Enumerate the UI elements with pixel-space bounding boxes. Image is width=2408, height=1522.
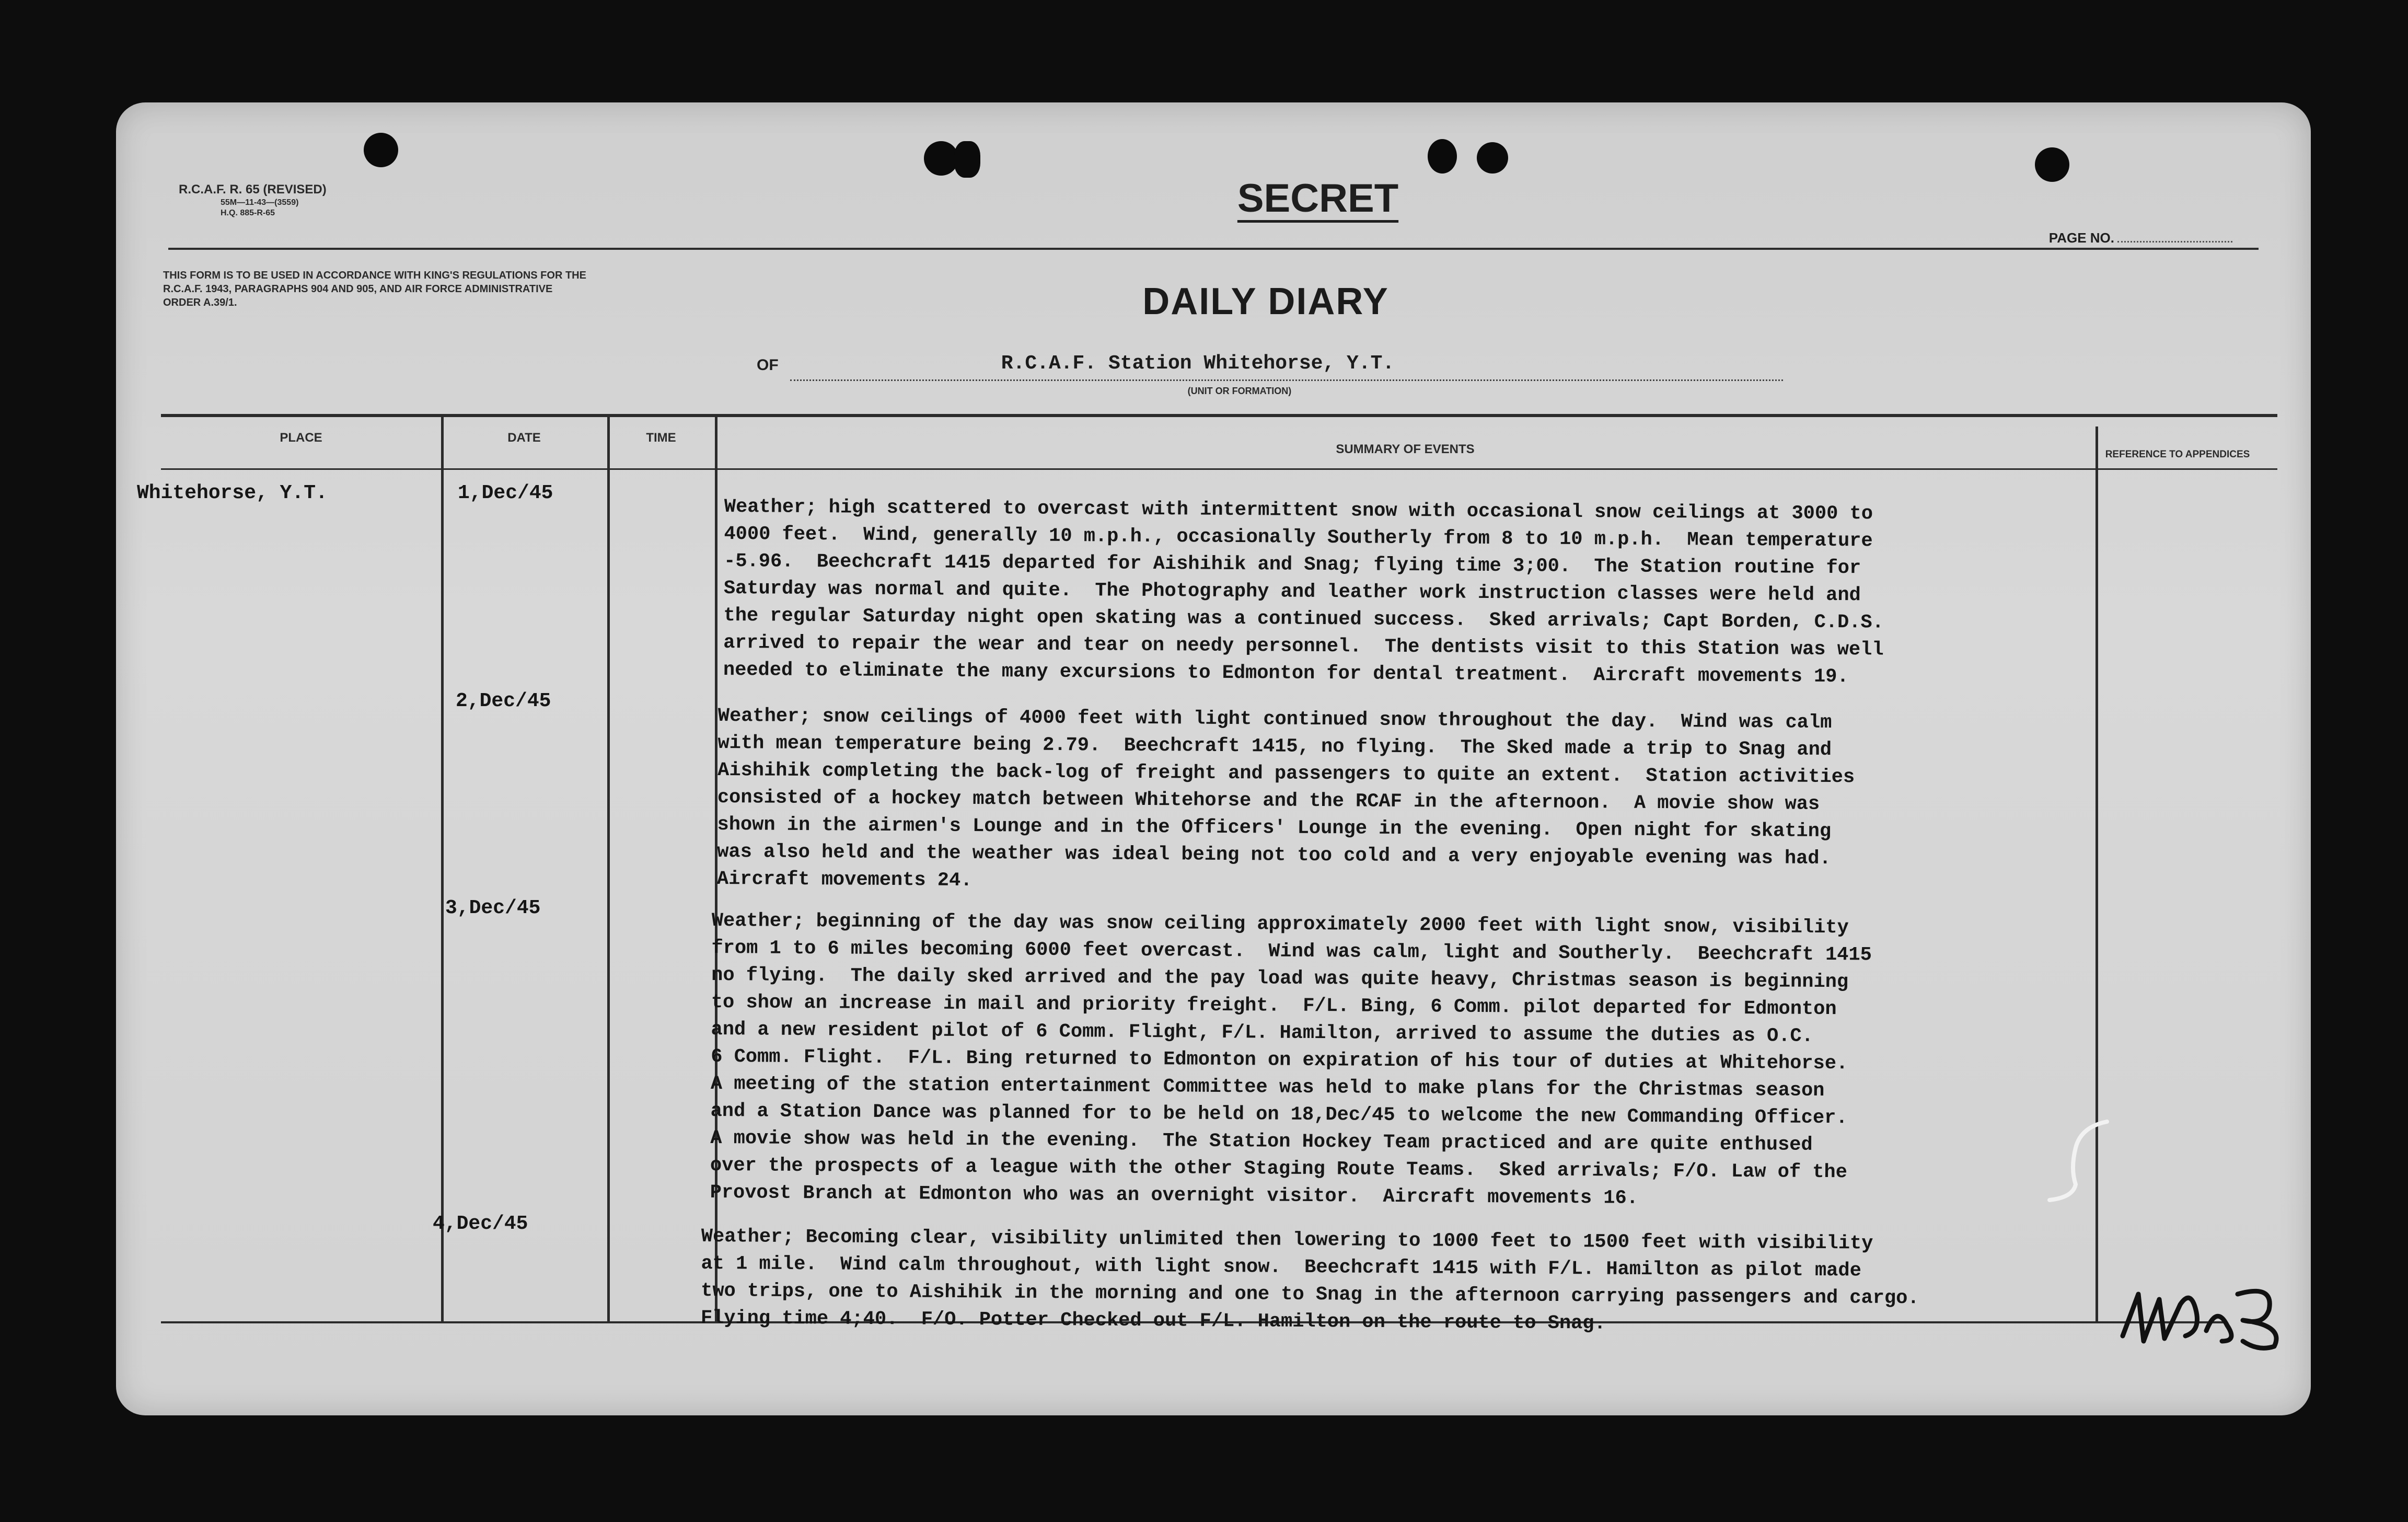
- form-instructions: THIS FORM IS TO BE USED IN ACCORDANCE WITH KING'S REGULATIONS FOR THE R.C.A.F. 1943, PARAGRAPHS 904 AND 905, AND AIR FORCE ADMINISTRATIVE ORDER A.39/1.: [163, 270, 586, 308]
- classification-stamp: SECRET: [1237, 176, 1399, 221]
- column-divider: [441, 414, 444, 1323]
- entry-date: 2,Dec/45: [456, 690, 551, 712]
- form-code-main: R.C.A.F. R. 65 (REVISED): [179, 182, 327, 197]
- entry-place: Whitehorse, Y.T.: [137, 482, 328, 504]
- entry-summary: Weather; snow ceilings of 4000 feet with light continued snow throughout the day. Wind was calm with mean temperature being 2.79. Beechcraft 1415, no flying. The Sked made a trip to Snag and Aishihik completing the back-log of freight and passengers to quite an extent. Station activities consisted of a hockey match between Whitehorse and the RCAF in the afternoon. A movie show was shown in the airmen's Lounge and in the Officers' Lounge in the evening. Open night for skating was also held and the weather was ideal being not too cold and a very enjoyable evening was had. Aircraft movements 24.: [716, 705, 1855, 892]
- punch-hole: [1477, 142, 1508, 174]
- entry-summary: Weather; high scattered to overcast with intermittent snow with occasional snow ceilings at 3000 to 4000 feet. Wind, generally 10 m.p.h., occasionally Southerly from 8 to 10 m.p.h. Mean temperature -5.96. Beechcraft 1415 departed for Aishihik and Snag; flying time 3;00. The Station routine for Saturday was normal and quite. The Photography and leather work instruction classes were held and the regular Saturday night open skating was a continued success. Sked arrivals; Capt Borden, C.D.S. arrived to repair the wear and tear on needy personnel. The dentists visit to this Station was well needed to eliminate the many excursions to Edmonton for dental treatment. Aircraft movements 19.: [723, 495, 1884, 688]
- header-rule: [168, 248, 2259, 250]
- punch-hole: [2035, 147, 2069, 182]
- form-code: [179, 182, 327, 218]
- handwritten-initials: [2117, 1273, 2290, 1352]
- page-number-label: PAGE NO.: [2048, 230, 2114, 246]
- column-divider: [607, 414, 610, 1323]
- table-top-rule: [161, 414, 2277, 417]
- form-code-sub: 55M—11-43—(3559): [221, 198, 299, 207]
- form-title: DAILY DIARY: [1142, 281, 1389, 322]
- page-number-field: [2117, 241, 2232, 243]
- column-header-summary: SUMMARY OF EVENTS: [1336, 442, 1475, 456]
- punch-hole: [924, 141, 958, 176]
- entry-date: 1,Dec/45: [458, 482, 553, 504]
- column-header-reference: REFERENCE TO APPENDICES: [2105, 449, 2250, 460]
- unit-underline: [790, 379, 1783, 381]
- entry-date: 3,Dec/45: [445, 897, 541, 919]
- diary-sheet: [116, 102, 2311, 1415]
- unit-name: R.C.A.F. Station Whitehorse, Y.T.: [1001, 352, 1395, 375]
- column-header-date: DATE: [507, 431, 541, 445]
- punch-hole: [1428, 139, 1457, 174]
- unit-caption: (UNIT OR FORMATION): [1187, 386, 1292, 396]
- column-header-place: PLACE: [280, 431, 322, 445]
- film-artifact: [2039, 1116, 2112, 1205]
- punch-hole: [364, 133, 398, 167]
- punch-hole: [954, 141, 980, 178]
- form-code-sub: H.Q. 885-R-65: [221, 209, 275, 217]
- unit-of-label: OF: [757, 356, 779, 374]
- page-number: [2049, 230, 2232, 246]
- table-header-rule: [161, 468, 2277, 470]
- entry-summary: Weather; Becoming clear, visibility unlimited then lowering to 1000 feet to 1500 feet with visibility at 1 mile. Wind calm throughout, with light snow. Beechcraft 1415 with F/L. Hamilton as pilot made two trips, one to Aishihik in the morning and one to Snag in the afternoon carrying passengers and cargo. Flying time 4;40. F/O. Potter Checked out F/L. Hamilton on the route to Snag.: [700, 1226, 1919, 1335]
- column-header-time: TIME: [646, 431, 676, 445]
- entry-summary: Weather; beginning of the day was snow ceiling approximately 2000 feet with light snow, visibility from 1 to 6 miles becoming 6000 feet overcast. Wind was calm, light and Southerly. Beechcraft 1415 no flying. The daily sked arrived and the pay load was quite heavy, Christmas season is beginning to show an increase in mail and priority freight. F/L. Bing, 6 Comm. pilot departed for Edmonton and a new resident pilot of 6 Comm. Flight, F/L. Hamilton, arrived to assume the duties as O.C. 6 Comm. Flight. F/L. Bing returned to Edmonton on expiration of his tour of duties at Whitehorse. A meeting of the station entertainment Committee was held to make plans for the Christmas season and a Station Dance was planned for to be held on 18,Dec/45 to welcome the new Commanding Officer. A movie show was held in the evening. The Station Hockey Team practiced and are quite enthused over the prospects of a league with the other Staging Route Teams. Sked arrivals; F/O. Law of the Provost Branch at Edmonton who was an overnight visitor. Aircraft movements 16.: [710, 909, 1872, 1209]
- entry-date: 4,Dec/45: [433, 1213, 528, 1235]
